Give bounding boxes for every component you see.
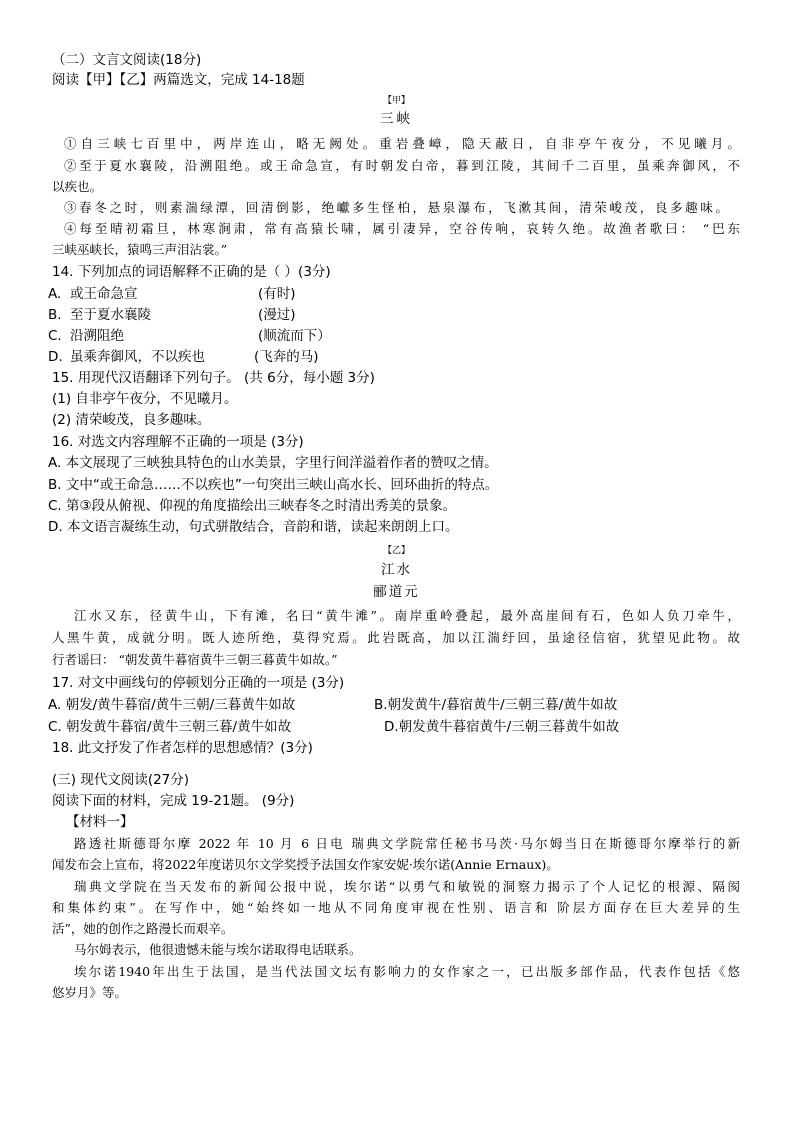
material-line: 和集体约束”。在写作中，她“始终如一地从不同角度审视在性别、语言和 阶层方面存在巨大差异的生 [52, 900, 740, 915]
option-text: 虽乘奔御风，不以疾也 [70, 349, 205, 365]
question-stem: 14. 下列加点的词语解释不正确的是（ ）(3分) [52, 264, 331, 280]
option-item: B.朝发黄牛/暮宿黄牛/三朝三暮/黄牛如故 [374, 697, 618, 713]
material-label: 【材料一】 [66, 814, 134, 830]
material-line: 埃尔诺1940年出生于法国，是当代法国文坛有影响力的女作家之一，已出版多部作品，代表作包括《悠 [74, 964, 740, 979]
passage-marker: 【甲】 [382, 96, 410, 106]
material-line: 闻发布会上宣布，将2022年度诺贝尔文学奖授予法国女作家安妮·埃尔诺(Annie Ernaux)。 [52, 857, 559, 872]
option-gloss: (顺流而下） [258, 328, 331, 344]
material-line: 马尔姆表示，他很遗憾未能与埃尔诺取得电话联系。 [74, 942, 362, 957]
material-line: 悠岁月》等。 [52, 985, 128, 1000]
option-item: A. 本文展现了三峡独具特色的山水美景，字里行间洋溢着作者的赞叹之情。 [48, 455, 498, 471]
option-text: 沿溯阻绝 [70, 328, 124, 344]
passage-paragraph: ③春冬之时，则素湍绿潭，回清倒影，绝巘多生怪柏，悬泉瀑布，飞漱其间，清荣峻茂，良多趣味。 [64, 200, 728, 215]
section-intro: 阅读【甲】【乙】两篇选文，完成 14-18题 [52, 72, 305, 88]
material-line: 瑞典文学院在当天发布的新闻公报中说，埃尔诺“以勇气和敏锐的洞察力揭示了个人记忆的根源、隔阂 [74, 879, 740, 894]
option-gloss: (漫过) [258, 307, 296, 323]
passage-paragraph: ④每至晴初霜旦，林寒涧肃，常有高猿长啸，属引凄异，空谷传响，哀转久绝。故渔者歌曰： “巴东 [64, 221, 740, 236]
passage-title: 江水 [381, 562, 412, 578]
section-heading: (三) 现代文阅读(27分) [52, 772, 190, 788]
option-item [48, 286, 408, 302]
option-item: A. 朝发/黄牛暮宿/黄牛三朝/三暮黄牛如故 [48, 697, 296, 713]
option-item: C. 朝发黄牛暮宿/黄牛三朝三暮/黄牛如故 [48, 719, 292, 735]
option-item: D.朝发黄牛暮宿黄牛/三朝三暮黄牛如故 [384, 719, 620, 735]
passage-marker: 【乙】 [382, 546, 410, 556]
passage-paragraph: 三峡巫峡长，猿鸣三声泪沾裳。” [52, 242, 228, 257]
material-line: 活”，她的创作之路漫长而艰辛。 [52, 921, 234, 936]
option-gloss: (有时) [258, 286, 296, 302]
question-item: (2) 清荣峻茂，良多趣味。 [52, 412, 211, 428]
option-item: B. 文中“或王命急……不以疾也”一句突出三峡山高水长、回环曲折的特点。 [48, 477, 499, 493]
question-stem: 18. 此文抒发了作者怎样的思想感情？(3分) [52, 740, 313, 756]
passage-title: 三峡 [380, 111, 413, 127]
passage-author: 郦道元 [373, 584, 420, 600]
option-item [48, 328, 408, 344]
option-label: B. [48, 307, 62, 323]
option-item: C. 第③段从俯视、仰视的角度描绘出三峡春冬之时清出秀美的景象。 [48, 498, 457, 514]
passage-line: 人黑牛黄，成就分明。既人迹所绝，莫得究焉。此岩既高，加以江湍纡回，虽途径信宿，犹望见此物。故 [52, 630, 740, 645]
passage-line: 江水又东，径黄牛山，下有滩，名曰“黄牛滩”。南岸重岭叠起，最外高崖间有石，色如人负刀牵牛， [74, 608, 740, 623]
question-stem: 16. 对选文内容理解不正确的一项是 (3分) [52, 434, 304, 450]
section-heading: （二）文言文阅读(18分) [52, 52, 202, 68]
passage-paragraph: 以疾也。 [52, 179, 103, 194]
question-item: (1) 自非亭午夜分，不见曦月。 [52, 391, 238, 407]
passage-paragraph: ①自三峡七百里中，两岸连山，略无阙处。重岩叠嶂，隐天蔽日，自非亭午夜分，不见曦月。 [64, 136, 740, 151]
option-gloss: (飞奔的马) [254, 349, 319, 365]
question-stem: 17. 对文中画线句的停顿划分正确的一项是 (3分) [52, 675, 345, 691]
option-text: 或王命急宣 [70, 286, 138, 302]
material-line: 路透社斯德哥尔摩 2022 年 10 月 6 日电 瑞典文学院常任秘书马茨·马尔姆当日在斯德哥尔摩举行的新 [74, 836, 740, 851]
option-label: C. [48, 328, 62, 344]
option-item [48, 307, 408, 323]
passage-line: 行者谣曰： “朝发黄牛暮宿黄牛三朝三暮黄牛如故。” [52, 652, 338, 667]
option-label: A. [48, 286, 62, 302]
option-label: D. [48, 349, 63, 365]
option-text: 至于夏水襄陵 [70, 307, 151, 323]
question-stem: 15. 用现代汉语翻译下列句子。 (共 6分，每小题 3分) [52, 370, 375, 386]
passage-paragraph: ②至于夏水襄陵，沿溯阻绝。或王命急宣，有时朝发白帝，暮到江陵，其间千二百里，虽乘奔御风，不 [64, 158, 740, 173]
option-item [48, 349, 408, 365]
option-item: D. 本文语言凝练生动，句式骈散结合，音韵和谐，读起来朗朗上口。 [48, 519, 459, 535]
section-intro: 阅读下面的材料，完成 19-21题。 (9分) [52, 793, 295, 809]
